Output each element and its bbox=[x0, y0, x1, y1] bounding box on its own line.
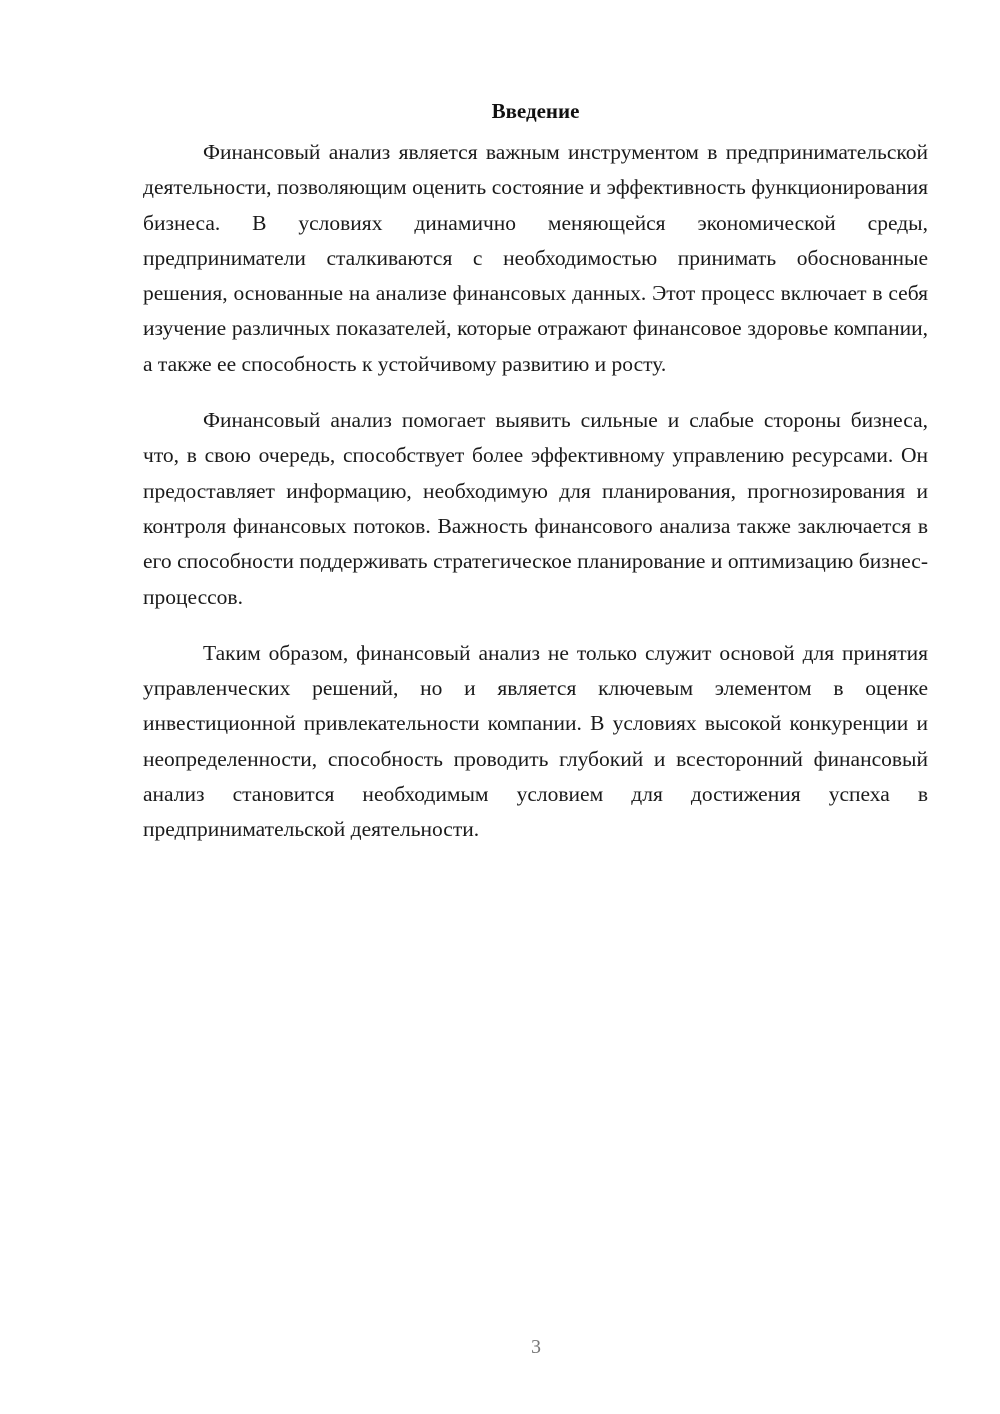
paragraph-2: Финансовый анализ помогает выявить сильные и слабые стороны бизнеса, что, в свою очередь, способствует более эффективному управлению ресурсами. Он предоставляет информацию, необходимую для планирования, прогнозирования и контроля финансовых потоков. Важность финансового анализа также заключается в его способности поддерживать стратегическое планирование и оптимизацию бизнес-процессов. bbox=[143, 408, 928, 609]
section-heading: Введение bbox=[491, 99, 580, 123]
page-content bbox=[143, 95, 928, 869]
page-number: 3 bbox=[531, 1336, 541, 1358]
paragraph-1: Финансовый анализ является важным инструментом в предпринимательской деятельности, позволяющим оценить состояние и эффективность функционирования бизнеса. В условиях динамично меняющейся экономической среды, предприниматели сталкиваются с необходимостью принимать обоснованные решения, основанные на анализе финансовых данных. Этот процесс включает в себя изучение различных показателей, которые отражают финансовое здоровье компании, а также ее способность к устойчивому развитию и росту. bbox=[143, 140, 928, 376]
paragraph-3: Таким образом, финансовый анализ не только служит основой для принятия управленческих решений, но и является ключевым элементом в оценке инвестиционной привлекательности компании. В условиях высокой конкуренции и неопределенности, способность проводить глубокий и всесторонний финансовый анализ становится необходимым условием для достижения успеха в предпринимательской деятельности. bbox=[143, 640, 928, 842]
